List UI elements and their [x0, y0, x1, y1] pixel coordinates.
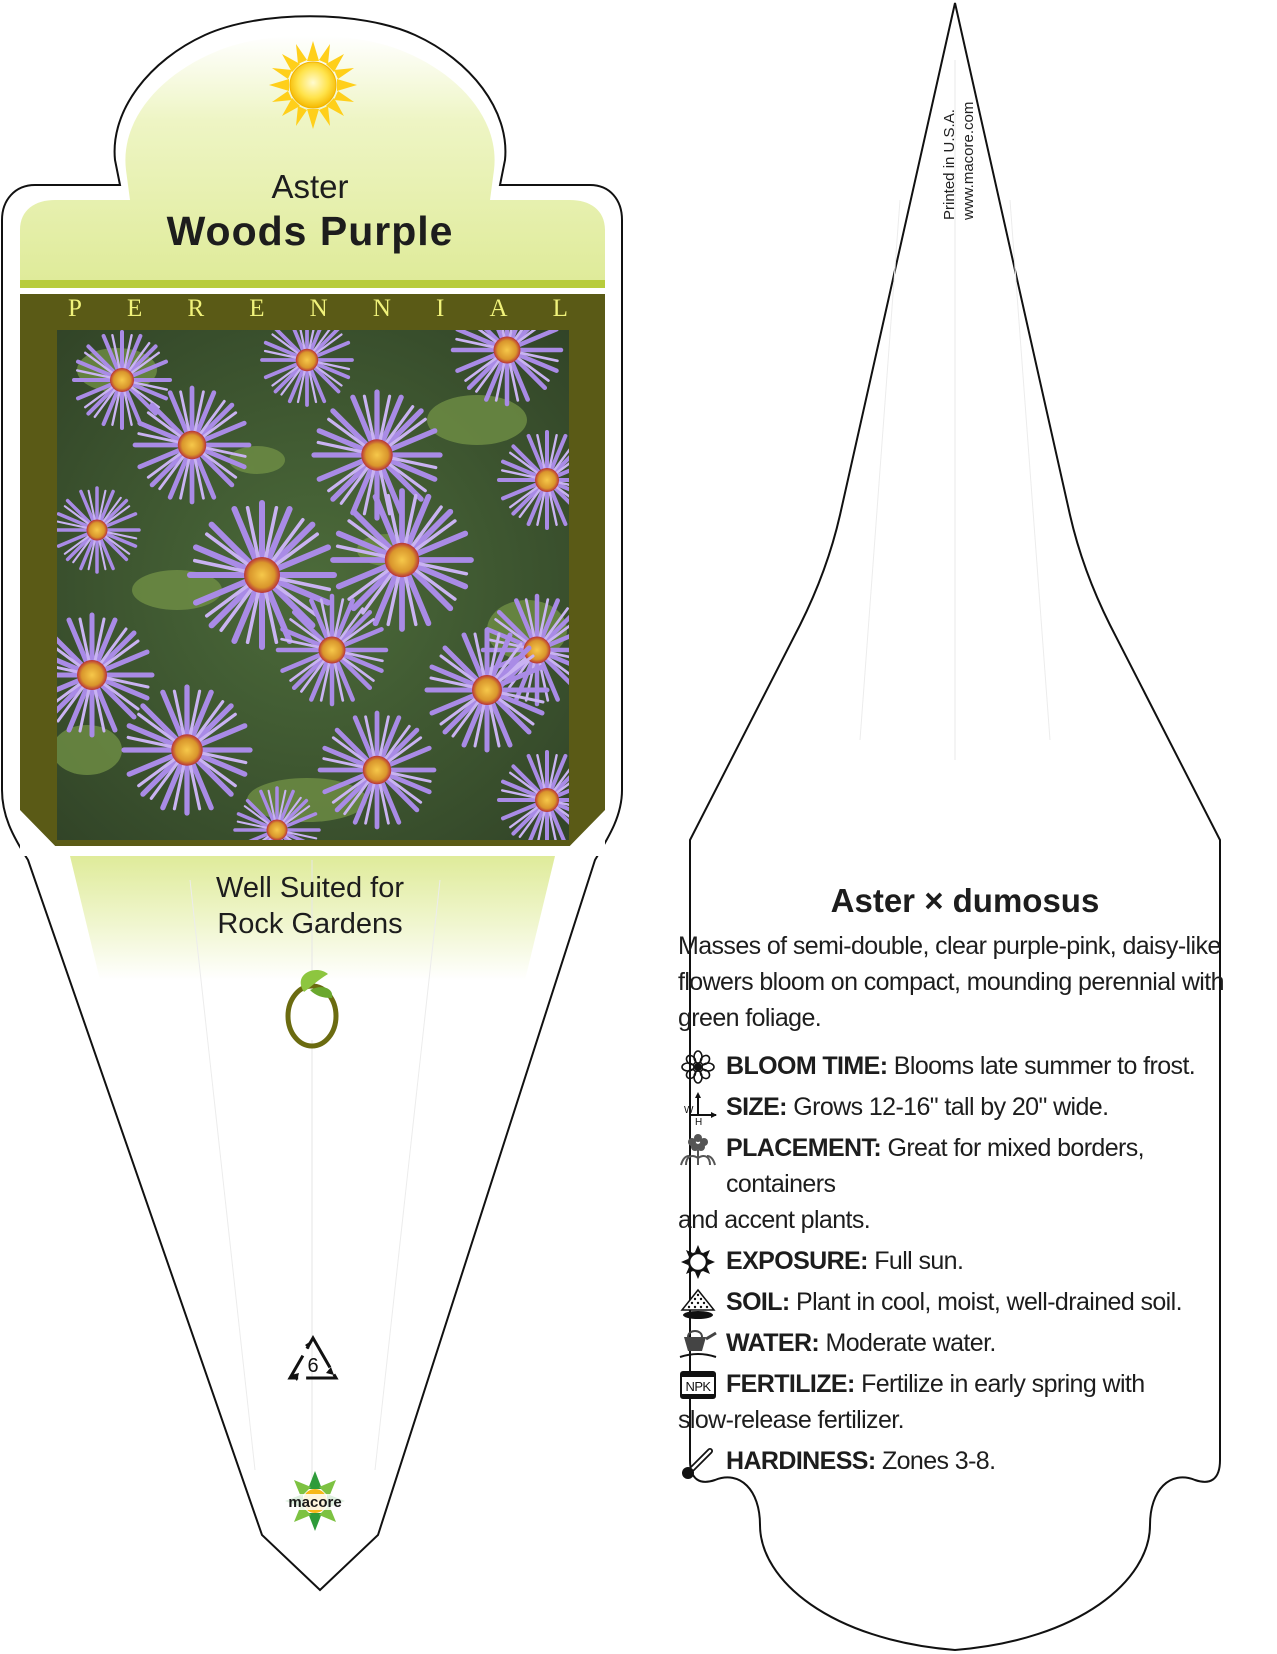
- plant-description: Masses of semi-double, clear purple-pink, daisy-like flowers bloom on compact, mounding perennial with green foliage.: [678, 932, 1224, 1032]
- attr-label: EXPOSURE:: [726, 1247, 868, 1275]
- attr-text: Moderate water.: [825, 1329, 996, 1357]
- plant-photo: [57, 330, 569, 840]
- category-letter: E: [249, 295, 265, 322]
- attr-label: FERTILIZE:: [726, 1370, 855, 1398]
- recycle-number: 6: [307, 1355, 319, 1377]
- sun-outline-icon: [678, 1245, 718, 1279]
- attr-label: SIZE:: [726, 1093, 787, 1121]
- sun-icon: [269, 41, 357, 129]
- attr-text: Full sun.: [874, 1247, 964, 1275]
- feature-text: [60, 870, 560, 942]
- category-letter: N: [309, 295, 328, 322]
- attr-text: Fertilize in early spring with: [861, 1370, 1145, 1398]
- size-arrows-icon: [678, 1091, 718, 1125]
- size-h-label: H: [695, 1117, 702, 1125]
- category-letter: N: [372, 295, 391, 322]
- feature-line-1: Well Suited for: [215, 872, 405, 904]
- recycle-icon: [287, 1335, 339, 1383]
- care-attributes: [678, 1048, 1250, 1484]
- attr-text: Grows 12-16" tall by 20" wide.: [793, 1093, 1109, 1121]
- attr-label: WATER:: [726, 1329, 820, 1357]
- soil-icon: [678, 1286, 718, 1320]
- category-letter: A: [489, 295, 508, 322]
- attr-text: Blooms late summer to frost.: [893, 1052, 1196, 1080]
- attr-placement: [678, 1130, 1250, 1238]
- attr-text: Zones 3-8.: [881, 1447, 996, 1475]
- attr-label: PLACEMENT:: [726, 1134, 882, 1162]
- attr-text-cont: slow-release fertilizer.: [678, 1406, 904, 1434]
- printed-line-1: Printed in U.S.A.: [941, 109, 958, 220]
- attr-label: HARDINESS:: [726, 1447, 876, 1475]
- thermometer-icon: [678, 1445, 718, 1479]
- printed-info: [940, 50, 980, 220]
- category-letter: R: [187, 295, 205, 322]
- attr-text: Great for mixed borders, containers: [726, 1134, 1145, 1198]
- category-letter: E: [127, 295, 143, 322]
- category-label: [20, 295, 610, 323]
- attr-label: SOIL:: [726, 1288, 790, 1316]
- category-letter: L: [552, 295, 568, 322]
- size-w-label: W: [684, 1105, 693, 1116]
- attr-exposure: [678, 1243, 1250, 1279]
- category-letter: I: [436, 295, 445, 322]
- attr-text: Plant in cool, moist, well-drained soil.: [796, 1288, 1182, 1316]
- npk-icon: [678, 1368, 718, 1402]
- brand-name: macore: [288, 1494, 342, 1511]
- npk-text: NPK: [685, 1379, 711, 1394]
- feature-line-2: Rock Gardens: [217, 908, 403, 940]
- watering-can-icon: [678, 1327, 718, 1361]
- attr-soil: [678, 1284, 1250, 1320]
- band-stripe: [20, 280, 605, 288]
- printed-line-2: www.macore.com: [960, 101, 977, 220]
- attr-hardiness: [678, 1443, 1250, 1479]
- botanical-name: Aster × dumosus: [830, 882, 1100, 919]
- attr-bloom-time: [678, 1048, 1250, 1084]
- attr-water: [678, 1325, 1250, 1361]
- cultivar-name: Woods Purple: [166, 208, 454, 254]
- macore-logo: [270, 1468, 360, 1538]
- common-name: Aster: [271, 168, 349, 205]
- attr-label: BLOOM TIME:: [726, 1052, 888, 1080]
- flower-icon: [678, 1050, 718, 1084]
- attr-text-cont: and accent plants.: [678, 1206, 871, 1234]
- placement-icon: [678, 1132, 718, 1166]
- category-letter: P: [68, 295, 82, 322]
- attr-fertilize: [678, 1366, 1250, 1438]
- aster-flowers-image: [57, 330, 569, 840]
- attr-size: [678, 1089, 1250, 1125]
